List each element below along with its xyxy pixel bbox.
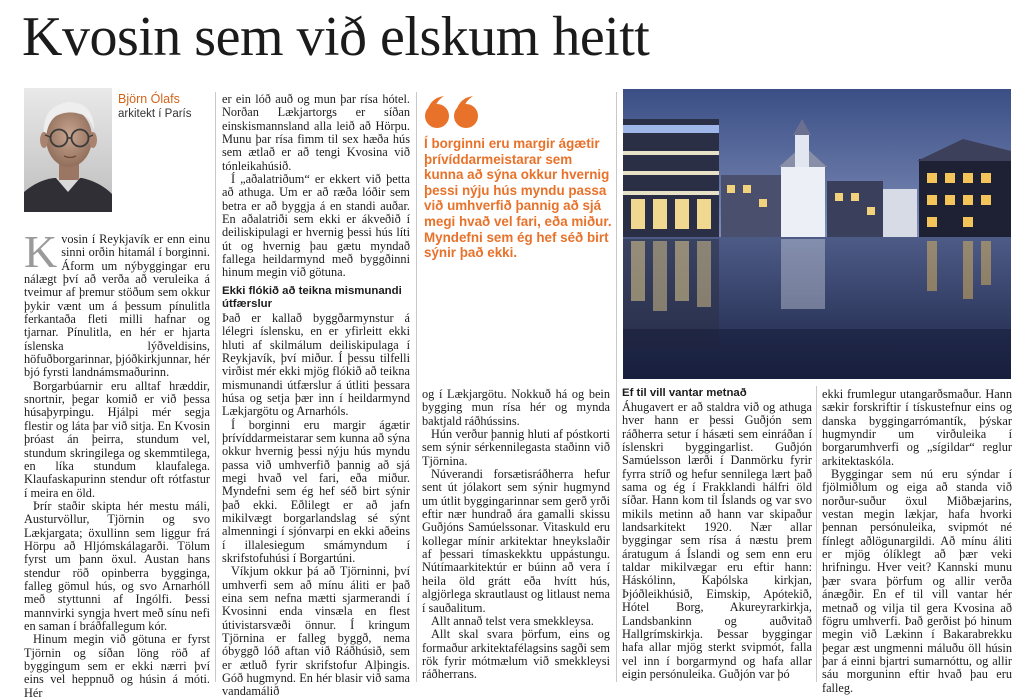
article-column-4 [622,387,812,681]
paragraph: ekki frumlegur utangarðsmaður. Hann sækir forskriftir í tískustefnur eins og danska byggingarrómantík, þýskar hugmyndir um virðuleika í borgarumhverfi og „sígildar“ reglur arkitektaskóla. [822,387,1012,468]
paragraph: Núverandi forsætisráðherra hefur sent út jólakort sem sýnir hugmynd um útlit byggingarinnar sem gerð yrði eftir nær hundrað ára gamalli skissu Guðjóns Samúelssonar. Vitaskuld eru kollegar mínir arkitektar hneykslaðir af þessari tímaskekktu uppástungu. Nútímaarkitektúr er búinn að vera í heila öld grátt eða hvítt hús, algjörlega skrautlaust og litlaust nema í sauðalitum. [422,467,610,615]
column-rule [816,386,817,682]
article-column-5 [822,388,1012,695]
paragraph: Í borginni eru margir ágætir þrívíddarmeistarar sem kunna að sýna okkur hvernig þessi nýju hús myndu passa við umhverfið þannig að sjá megi hvað vel fari, eða miður. Myndefni sem ég hef séð birt sýnir það ekki. Eðlilegt er að jafn mikilvægt borgarlandslag sé sýnt almenningi í sjónvarpi en ekki aðeins í illalesiegum smámyndum í skrifstofuhúsi í Borgartúni. [222,417,410,565]
author-portrait-drawing [24,88,112,212]
quote-mark-icon [424,96,484,134]
column-rule [215,92,216,682]
paragraph: Þrír staðir skipta hér mestu máli, Austurvöllur, Tjörnin og svo Lækjargata; öxullinn sem liggur frá Hörpu að Hljómskálagarði. Tölum fyrst um þann öxul. Austan hans stendur röð opinberra bygginga, falleg gömul hús, og svo Arnarhóll með styttunni af Ingólfi. Þessi mannvirki syngja hvert með sínu nefi en saman í bráðfallegum kór. [24,498,210,633]
paragraph: Allt skal svara þörfum, eins og formaður arkitektafélagsins sagði sem rök fyrir mótmælum við smekkleysi ráðherrans. [422,627,610,682]
article-column-1 [24,226,210,700]
drop-cap: K [24,226,58,277]
article-column-2 [222,93,410,699]
subheading: Ef til vill vantar metnað [622,387,747,399]
paragraph: Víkjum okkur þá að Tjörninni, því umhverfi sem að mínu áliti er það eina sem nefna mætti sjarmerandi í Kvosinni enda vinsæla en flest útivistarsvæði önnur. Í kringum Tjörnina er falleg byggð, nema óbyggð lóð aftan við Ráðhúsið, sem er ætluð fyrir skrifstofur Alþingis. Góð hugmynd. En hér blasir við sama vandamálið [222,564,410,699]
paragraph: Borgarbúarnir eru alltaf hræddir, snortnir, þegar komið er við þessa húsaþyrpingu. Hjálpi mér segja flestir og láta þar við sitja. En Kvosin þróast án þeirra, stundum vel, stundum skringilega og skemmtilega, en líka stundum klaufalega. Klaufaskapurinn stendur oft rótfastur í meira en öld. [24,378,210,500]
column-rule [416,92,417,682]
paragraph: Byggingar sem nú eru sýndar í fjölmiðlum og eiga að standa við norður-suður öxul Miðbæjarins, vestan megin lækjar, hafa hvorki þennan persónuleika, svipmót né fínlegt aðlögunargildi. Að mínu áliti er mjög ólíklegt að þær veki hrifningu. Hver veit? Kannski munu þær svara þörfum og allir verða ánægðir. En ef til vill vantar hér metnað og vilja til gera Kvosina að fögru umhverfi. Það gerðist þó hinum megin við Lækinn í Bakarabrekku þegar æst ungmenni máluðu öll húsin þar á einni bjartri sumarnóttu, og allir sáu morguninn eftir hvað þau eru falleg. [822,467,1012,695]
author-portrait [24,88,112,212]
headline: Kvosin sem við elskum heitt [22,6,650,68]
paragraph-text: vosin í Reykjavík er enn einu sinni orðin hitamál í borginni. Áform um nýbyggingar eru nálægt því að verða að veruleika á tveimur af þremur stöðum sem okkur þykir vænt um á þessum pínulitla ferkantaða fleti milli hafnar og tjarnar. Pínulitla, en hér er hjarta íslenska lýðveldisins, höfuðborgarinnar, þjóðkirkjunnar, hér bjó fyrsti landnámsmaðurinn. [24,232,210,380]
article-photo [623,89,1011,379]
paragraph: Allt annað telst vera smekkleysa. [431,613,594,628]
lead-paragraph [24,226,210,380]
pull-quote: Í borginni eru margir ágætir þrívíddarmeistarar sem kunna að sýna okkur hvernig þessi nýju hús myndu passa við umhverfið þannig að sjá megi hvað vel fari, eða miður. Myndefni sem ég hef séð birt sýnir það ekki. [424,136,612,261]
paragraph: Það er kallað byggðarmynstur á lélegri íslensku, en er yfirleitt ekki hluti af skilmálum deiliskipulaga í Reykjavík, því miður. Í þessu tilfelli virðist mér ekki mjög flókið að teikna mismunandi útfærslur á útliti þessara húsa og setja þær inn í heildarmynd Lækjargötu og Arnarhóls. [222,310,410,419]
subheading: Ekki flókið að teikna mismunandi útfærslur [222,284,402,310]
author-name: Björn Ólafs [118,92,180,106]
author-role: arkitekt í París [118,108,192,120]
paragraph: er ein lóð auð og mun þar rísa hótel. Norðan Lækjartorgs er síðan einskismannsland alla leið að Hörpu. Munu þar rísa fimm til sex hæða hús sem ætlað er að tengi Kvosina við tónleikahúsið. [222,92,410,173]
paragraph: Áhugavert er að staldra við og athuga hver hann er þessi Guðjón sem ráðherra setur í hásæti sem einráðan í íslenskri byggingarlist. Guðjón Samúelsson lærði í Danmörku fyrir fyrra stríð og hefur sennilega lært það sama og ég í Frakklandi hálfri öld síðar. Hann kom til Íslands og var svo mikils metinn að hann var skipaður landsarkitekt 1920. Nær allar byggingar sem rísa á næstu þrem áratugum á Íslandi og sem enn eru taldar mikilvægar eru eftir hann: Háskólinn, Kaþólska kirkjan, Þjóðleikhúsið, Eimskip, Apótekið, Hótel Borg, Akureyrarkirkja, Landsbankinn og auðvitað Hallgrímskirkja. Þessar byggingar hafa allar mjög sterkt svipmót, falla vel inn í borgarmynd og hafa allar eigin persónuleika. Guðjón var þó [622,400,812,681]
column-rule [616,92,617,682]
paragraph: Hinum megin við götuna er fyrst Tjörnin og síðan löng röð af byggingum sem er ekki nærri því eins vel heppnuð og húsin á móti. Hér [24,632,210,700]
paragraph: Hún verður þannig hluti af póstkorti sem sýnir sérkennilegasta staðinn við Tjörnina. [422,427,610,468]
article-column-3 [422,388,610,682]
author-byline [118,92,192,122]
paragraph: Í „aðalatriðum“ er ekkert við þetta að athuga. Um er að ræða lóðir sem betra er að byggja á en standi auðar. En aðalatriði sem ekki er ákveðið í deiliskipulagi er hvernig þessi hús líti út og hvernig þau gætu myndað fallega heildarmynd með byggðinni hinum megin við götuna. [222,172,410,280]
paragraph: og í Lækjargötu. Nokkuð há og bein bygging mun rísa hér og mynda baktjald ráðhússins. [422,387,610,428]
photo-drawing [623,89,1011,379]
